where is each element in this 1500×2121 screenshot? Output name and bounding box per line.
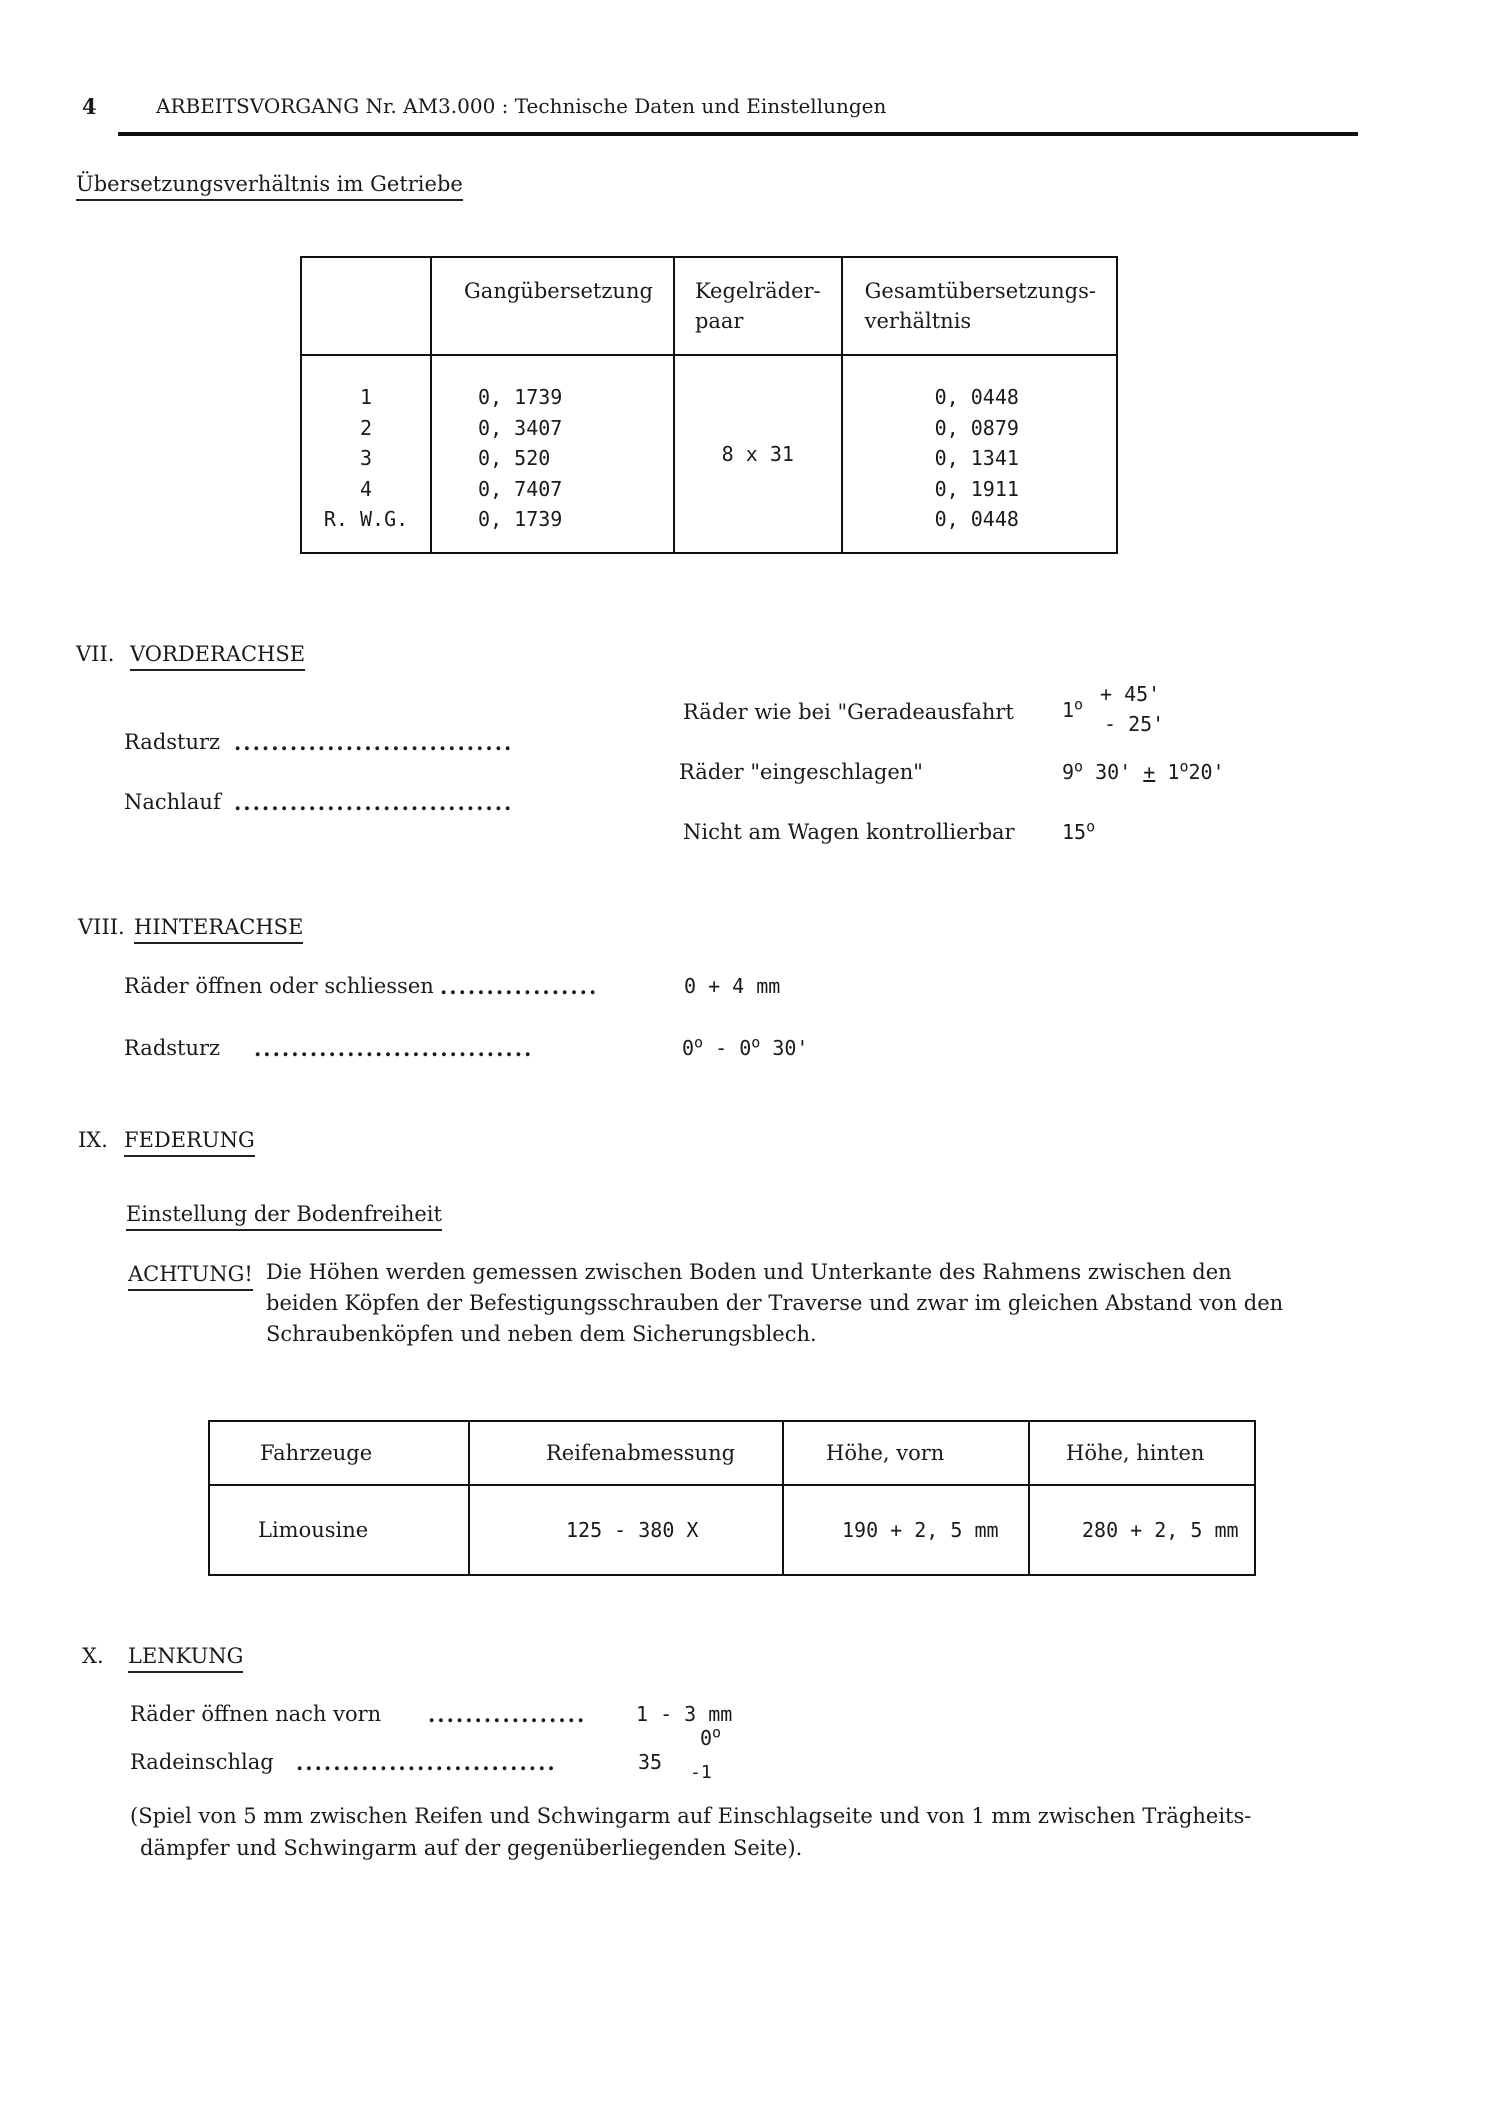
section-vii-number: VII. bbox=[76, 642, 115, 666]
radeinschlag-value: 35 bbox=[638, 1750, 663, 1774]
lenkung-oeffnen-dots: ................. bbox=[428, 1702, 587, 1727]
page-header-title: ARBEITSVORGANG Nr. AM3.000 : Technische Daten und Einstellungen bbox=[156, 94, 887, 118]
geradeaus-minus: - 25' bbox=[1104, 712, 1165, 736]
row-hinten-cell: 280 + 2, 5 mm bbox=[1029, 1485, 1255, 1575]
gang-cell: 0, 7407 bbox=[478, 476, 563, 501]
row-reifen-cell: 125 - 380 X bbox=[469, 1485, 783, 1575]
radeinschlag-tol-plus: 0$^o$ bbox=[700, 1723, 722, 1750]
eingeschlagen-value: 9$^o$ 30' + 1$^o$20' bbox=[1062, 757, 1225, 784]
hinterachse-oeffnen-label: Räder öffnen oder schliessen bbox=[124, 974, 434, 998]
row-fahrzeug-cell: Limousine bbox=[209, 1485, 469, 1575]
page-number: 4 bbox=[82, 94, 97, 119]
gear-cell: 2 bbox=[359, 415, 373, 440]
radsturz-dots: .............................. bbox=[234, 730, 514, 755]
gang-cell: 0, 520 bbox=[478, 446, 551, 470]
col-reifen-header: Reifenabmessung bbox=[469, 1421, 783, 1485]
section-x-number: X. bbox=[82, 1644, 104, 1668]
section-ix-number: IX. bbox=[78, 1128, 108, 1152]
gear-section-heading: Übersetzungsverhältnis im Getriebe bbox=[76, 172, 463, 201]
hinterachse-oeffnen-dots: ................. bbox=[440, 974, 599, 999]
achtung-text-line1: Die Höhen werden gemessen zwischen Boden und Unterkante des Rahmens zwischen den bbox=[266, 1260, 1232, 1284]
gear-cell: 4 bbox=[359, 476, 373, 501]
gang-cell: 0, 1739 bbox=[478, 385, 563, 409]
header-rule bbox=[118, 132, 1358, 136]
gear-ratio-table bbox=[300, 256, 1118, 554]
gear-col-gesamt bbox=[842, 355, 1117, 553]
col-fahrzeuge-header: Fahrzeuge bbox=[209, 1421, 469, 1485]
radeinschlag-label: Radeinschlag bbox=[130, 1750, 274, 1774]
section-ix-heading: FEDERUNG bbox=[124, 1128, 255, 1157]
gang-cell: 0, 3407 bbox=[478, 415, 563, 440]
section-x-heading: LENKUNG bbox=[128, 1644, 243, 1673]
gear-header-kegel: Kegelräder- paar bbox=[674, 257, 842, 355]
achtung-label: ACHTUNG! bbox=[128, 1262, 253, 1291]
nachlauf-label: Nachlauf bbox=[124, 790, 221, 814]
gear-header-empty bbox=[301, 257, 431, 355]
col-hinten-header: Höhe, hinten bbox=[1029, 1421, 1255, 1485]
geradeaus-deg: 1$^o$ bbox=[1062, 695, 1084, 722]
gear-cell: 3 bbox=[359, 446, 373, 470]
gesamt-cell: 0, 0879 bbox=[934, 415, 1019, 440]
lenkung-note-line2: dämpfer und Schwingarm auf der gegenüberliegenden Seite). bbox=[140, 1836, 803, 1860]
gesamt-cell: 0, 1911 bbox=[934, 476, 1019, 501]
geradeaus-plus: + 45' bbox=[1100, 682, 1161, 706]
gang-cell: 0, 1739 bbox=[478, 507, 563, 531]
nicht-kontrollierbar-label: Nicht am Wagen kontrollierbar bbox=[683, 820, 1015, 844]
radsturz-label: Radsturz bbox=[124, 730, 221, 754]
gear-col-kegel bbox=[674, 355, 842, 553]
kegel-value: 8 x 31 bbox=[721, 442, 794, 466]
radeinschlag-tol-minus: -1 bbox=[690, 1762, 712, 1783]
gear-cell: 1 bbox=[359, 385, 373, 409]
nachlauf-dots: .............................. bbox=[234, 790, 514, 815]
eingeschlagen-label: Räder "eingeschlagen" bbox=[679, 760, 923, 784]
gesamt-cell: 0, 0448 bbox=[934, 507, 1019, 531]
gear-col-gang bbox=[431, 355, 674, 553]
gear-col-gears bbox=[301, 355, 431, 553]
hinterachse-oeffnen-value: 0 + 4 mm bbox=[684, 974, 781, 998]
lenkung-oeffnen-value: 1 - 3 mm bbox=[636, 1702, 733, 1726]
col-vorn-header: Höhe, vorn bbox=[783, 1421, 1029, 1485]
achtung-text-line3: Schraubenköpfen und neben dem Sicherungsblech. bbox=[266, 1322, 817, 1346]
bodenfreiheit-table bbox=[208, 1420, 1256, 1576]
section-vii-heading: VORDERACHSE bbox=[130, 642, 305, 671]
hinterachse-radsturz-dots: .............................. bbox=[254, 1036, 534, 1061]
geradeaus-label: Räder wie bei "Geradeausfahrt bbox=[683, 700, 1014, 724]
section-viii-heading: HINTERACHSE bbox=[134, 915, 303, 944]
radeinschlag-dots: ............................ bbox=[296, 1750, 557, 1775]
gear-header-gesamt: Gesamtübersetzungs- verhältnis bbox=[842, 257, 1117, 355]
section-viii-number: VIII. bbox=[78, 915, 125, 939]
nachlauf-value: 15$^o$ bbox=[1062, 817, 1096, 844]
gesamt-cell: 0, 1341 bbox=[934, 446, 1019, 470]
row-vorn-cell: 190 + 2, 5 mm bbox=[783, 1485, 1029, 1575]
achtung-text-line2: beiden Köpfen der Befestigungsschrauben der Traverse und zwar im gleichen Abstand von den bbox=[266, 1291, 1284, 1315]
hinterachse-radsturz-value: 0$^o$ - 0$^o$ 30' bbox=[682, 1033, 809, 1060]
gear-header-gang: Gangübersetzung bbox=[431, 257, 674, 355]
lenkung-oeffnen-label: Räder öffnen nach vorn bbox=[130, 1702, 382, 1726]
lenkung-note-line1: (Spiel von 5 mm zwischen Reifen und Schwingarm auf Einschlagseite und von 1 mm zwischen Trägheits- bbox=[130, 1804, 1252, 1828]
gesamt-cell: 0, 0448 bbox=[934, 385, 1019, 409]
hinterachse-radsturz-label: Radsturz bbox=[124, 1036, 221, 1060]
gear-cell: R. W.G. bbox=[323, 507, 409, 531]
bodenfreiheit-subheading: Einstellung der Bodenfreiheit bbox=[126, 1202, 442, 1231]
